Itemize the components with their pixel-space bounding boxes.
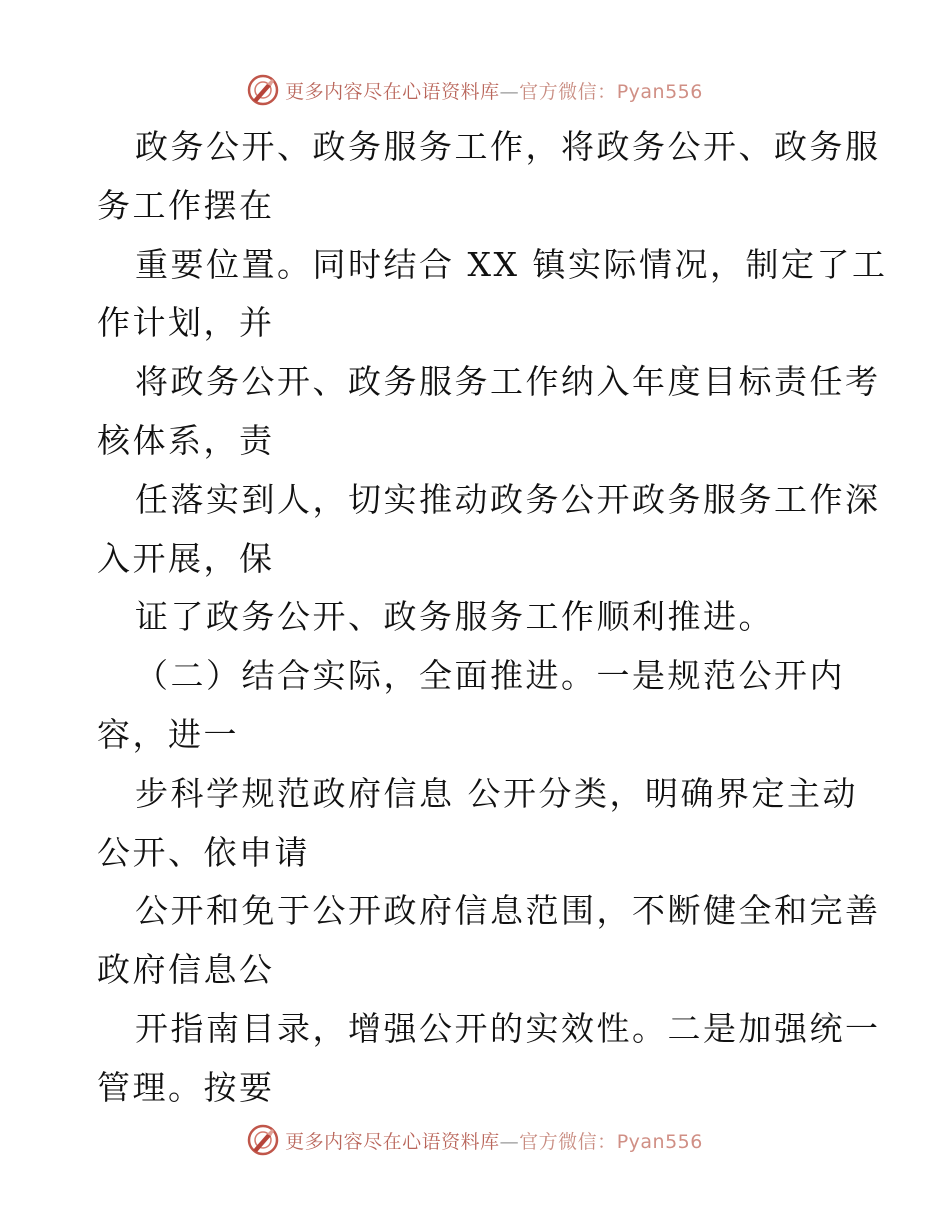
body-line: 将政务公开、政务服务工作纳入年度目标责任考 — [135, 362, 881, 402]
watermark-label: 官方微信： — [519, 80, 617, 103]
pen-logo-icon — [247, 74, 279, 106]
header-watermark — [0, 70, 950, 110]
body-line: 步科学规范政府信息 公开分类，明确界定主动 — [135, 773, 858, 813]
body-line: 公开和免于公开政府信息范围，不断健全和完善 — [135, 891, 881, 931]
body-line: 务工作摆在 — [97, 185, 275, 225]
body-line: 公开、依申请 — [97, 832, 310, 872]
body-line: 重要位置。同时结合 XX 镇实际情况，制定了工 — [135, 244, 888, 284]
body-line: 容，进一 — [97, 714, 239, 754]
body-line: 证了政务公开、政务服务工作顺利推进。 — [135, 597, 774, 637]
body-line: 核体系，责 — [97, 420, 275, 460]
body-line: 开指南目录，增强公开的实效性。二是加强统一 — [135, 1008, 881, 1048]
body-line: （二）结合实际，全面推进。一是规范公开内 — [135, 656, 845, 696]
watermark-brand: 更多内容尽在心语资料库 — [285, 1130, 500, 1153]
watermark-wechat-id: Pyan556 — [616, 1130, 703, 1153]
pen-logo-icon — [247, 1124, 279, 1156]
document-body — [97, 118, 888, 1118]
watermark-text — [285, 77, 703, 104]
body-line: 政务公开、政务服务工作，将政务公开、政务服 — [135, 127, 881, 166]
watermark-separator: — — [499, 80, 520, 103]
body-line: 作计划，并 — [97, 303, 275, 343]
watermark-brand: 更多内容尽在心语资料库 — [285, 80, 500, 103]
watermark-wechat-id: Pyan556 — [616, 80, 703, 103]
body-line: 入开展，保 — [97, 538, 275, 578]
watermark-text — [285, 1127, 703, 1154]
body-line: 政府信息公 — [97, 950, 275, 990]
body-line: 管理。按要 — [97, 1067, 275, 1107]
footer-watermark — [0, 1120, 950, 1160]
watermark-label: 官方微信： — [519, 1130, 617, 1153]
watermark-separator: — — [499, 1130, 520, 1153]
body-line: 任落实到人，切实推动政务公开政务服务工作深 — [135, 479, 881, 519]
